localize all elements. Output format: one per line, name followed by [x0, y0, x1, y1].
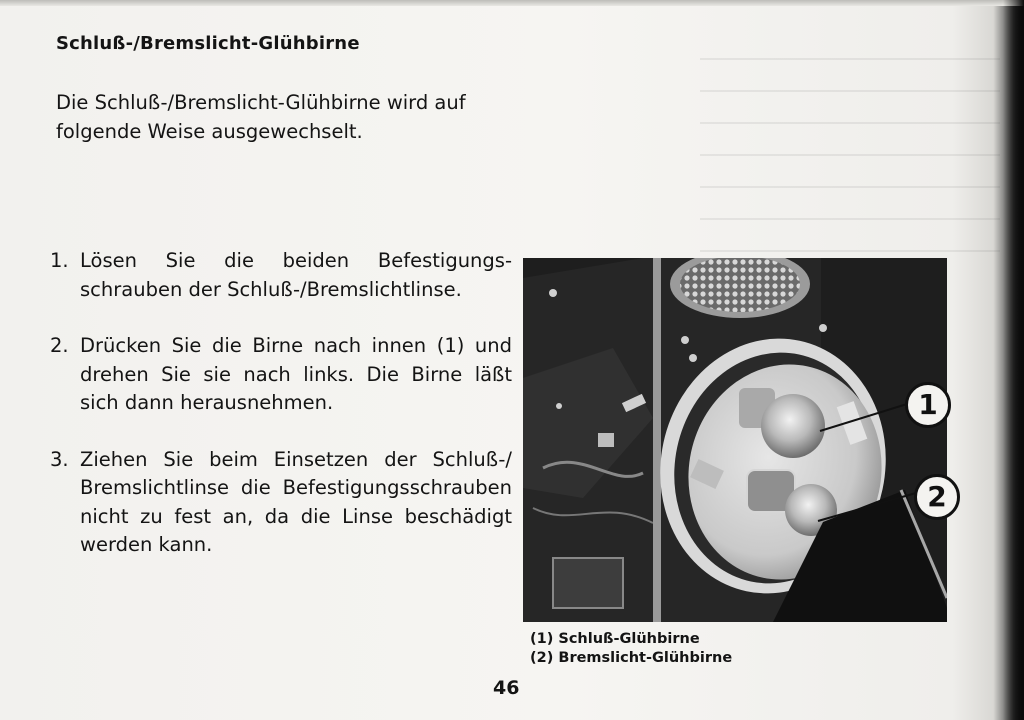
caption-brake-bulb: (2) Bremslicht-Glühbirne: [530, 650, 733, 666]
page-number: 46: [493, 677, 520, 699]
step-number: 2.: [50, 334, 69, 357]
intro-paragraph: Die Schluß-/Bremslicht-Glühbirne wird auf folgende Weise ausgewechselt.: [56, 91, 466, 143]
step-text: Ziehen Sie beim Einsetzen der Schluß-/ Bremslichtlinse die Befestigungsschrauben nicht zu fest an, da die Linse beschädigt werden kann.: [80, 447, 512, 556]
callout-marker-1: 1: [905, 382, 951, 428]
step-number: 1.: [50, 249, 69, 272]
section-heading: Schluß-/Bremslicht-Glühbirne: [56, 33, 360, 54]
step-number: 3.: [50, 447, 69, 471]
caption-tail-bulb: (1) Schluß-Glühbirne: [530, 631, 700, 647]
figure-captions: [530, 630, 732, 668]
step-text: Drücken Sie die Birne nach innen (1) und drehen Sie sie nach links. Die Birne läßt sich dann herausnehmen.: [80, 334, 512, 414]
callout-marker-2: 2: [914, 474, 960, 520]
step-text: Lösen Sie die beiden Befestigungs-schrauben der Schluß-/Bremslichtlinse.: [80, 249, 512, 301]
page-edge-shadow: [1003, 0, 1024, 720]
